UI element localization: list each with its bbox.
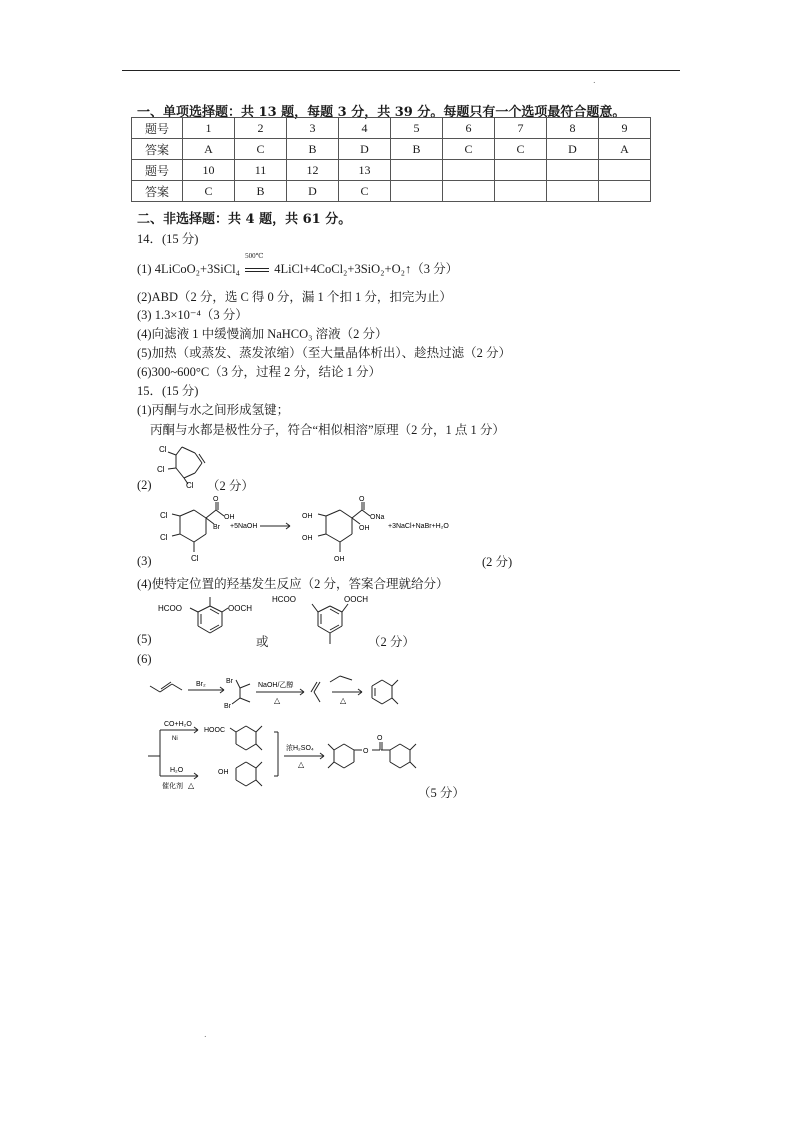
table-cell — [599, 160, 651, 181]
reagent-naoh-ethanol: NaOH/乙醇 — [258, 682, 294, 689]
table-cell: 2 — [235, 118, 287, 139]
table-row — [132, 139, 651, 160]
table-cell: B — [287, 139, 339, 160]
cl-label: Cl — [160, 511, 168, 520]
q14-part2: (2)ABD（2 分，选 C 得 0 分，漏 1 个扣 1 分，扣完为止） — [137, 290, 452, 304]
ona-label: ONa — [370, 514, 385, 521]
cl-label: Cl — [157, 465, 165, 474]
isomer-structures — [150, 592, 390, 652]
header-rule — [122, 70, 680, 71]
q14-part4: (4)向滤液 1 中缓慢滴加 NaHCO₃ 溶液（2 分） — [137, 327, 388, 341]
q14-products: 4LiCl+4CoCl₂+3SiO₂+O₂↑（3 分） — [274, 262, 459, 276]
table-cell — [391, 160, 443, 181]
row-label: 答案 — [132, 139, 183, 160]
cl-label: Cl — [159, 445, 167, 454]
table-row — [132, 181, 651, 202]
table-cell: 12 — [287, 160, 339, 181]
q15-part5-label: (5) — [137, 632, 152, 646]
row-label: 题号 — [132, 160, 183, 181]
table-cell — [495, 181, 547, 202]
br-label: Br — [226, 678, 233, 685]
hcoo-label: HCOO — [272, 595, 296, 604]
o-label: O — [213, 496, 219, 503]
reagent-label: +5NaOH — [230, 523, 258, 530]
table-cell: D — [339, 139, 391, 160]
table-cell — [547, 160, 599, 181]
section2-heading: 二、非选择题：共 4 题，共 61 分。 — [137, 212, 352, 227]
o-label: O — [377, 735, 383, 742]
table-cell — [443, 160, 495, 181]
table-cell: C — [495, 139, 547, 160]
table-cell: C — [235, 139, 287, 160]
table-cell: D — [547, 139, 599, 160]
q14-part1 — [137, 252, 459, 277]
table-row — [132, 118, 651, 139]
q15-part1b: 丙酮与水都是极性分子，符合“相似相溶”原理（2 分，1 点 1 分） — [150, 423, 505, 437]
br-label: Br — [213, 524, 220, 531]
ooch-label: OOCH — [344, 595, 368, 604]
q14-part6: (6)300~600°C（3 分，过程 2 分，结论 1 分） — [137, 365, 382, 379]
table-cell: C — [443, 139, 495, 160]
table-cell — [599, 181, 651, 202]
ooch-label: OOCH — [228, 604, 252, 613]
q14-part3: (3) 1.3×10⁻⁴（3 分） — [137, 308, 248, 322]
table-cell — [391, 181, 443, 202]
table-cell: 1 — [183, 118, 235, 139]
table-cell: 7 — [495, 118, 547, 139]
q14-title: 14．(15 分) — [137, 232, 199, 246]
reaction-condition — [243, 252, 271, 277]
answer-table — [131, 117, 651, 202]
oh-label: OH — [302, 513, 313, 520]
header-dot: . — [593, 76, 596, 85]
table-cell: B — [391, 139, 443, 160]
q15-part5-score: （2 分） — [368, 635, 415, 649]
row-label: 答案 — [132, 181, 183, 202]
table-cell: 13 — [339, 160, 391, 181]
table-cell: 5 — [391, 118, 443, 139]
hooc-label: HOOC — [204, 727, 225, 734]
section1-heading: 一、单项选择题：共 13 题，每题 3 分，共 39 分。每题只有一个选项最符合题意。 — [137, 105, 626, 120]
table-cell: 10 — [183, 160, 235, 181]
br-label: Br — [224, 703, 231, 710]
oh-label: OH — [302, 535, 313, 542]
table-cell: A — [599, 139, 651, 160]
products-label: +3NaCl+NaBr+H₂O — [388, 523, 449, 530]
q15-part5-or: 或 — [256, 635, 269, 649]
table-cell: 6 — [443, 118, 495, 139]
condition-label: 500℃ — [245, 252, 264, 260]
table-cell: 8 — [547, 118, 599, 139]
oh-label: OH — [224, 514, 235, 521]
o-label: O — [363, 748, 369, 755]
reagent-h2o: H₂O — [170, 767, 184, 774]
catalyst-label: 催化剂 — [162, 783, 183, 790]
table-cell: 9 — [599, 118, 651, 139]
table-cell: 11 — [235, 160, 287, 181]
table-cell: D — [287, 181, 339, 202]
reagent-co-h2o: CO+H₂O — [164, 721, 192, 728]
synthesis-route-scheme — [140, 670, 470, 795]
heat-symbol: △ — [188, 781, 195, 790]
heat-symbol: △ — [274, 696, 281, 705]
oh-label: OH — [334, 556, 345, 563]
table-cell — [443, 181, 495, 202]
q15-part2-label: (2) — [137, 478, 152, 492]
table-cell: 4 — [339, 118, 391, 139]
table-cell: C — [339, 181, 391, 202]
q15-part6-label: (6) — [137, 652, 152, 666]
cl-label: Cl — [191, 554, 199, 563]
oh-label: OH — [359, 525, 370, 532]
oh-label: OH — [218, 769, 229, 776]
hydrolysis-reaction-scheme — [150, 496, 530, 568]
table-cell — [495, 160, 547, 181]
q15-part2-score: （2 分） — [207, 479, 254, 493]
q14-part5: (5)加热（或蒸发、蒸发浓缩）（至大量晶体析出）、趁热过滤（2 分） — [137, 346, 511, 360]
q15-part1a: (1)丙酮与水之间形成氢键； — [137, 403, 290, 417]
hcoo-label: HCOO — [158, 604, 182, 613]
table-cell: B — [235, 181, 287, 202]
q15-part6-score: （5 分） — [418, 786, 465, 800]
table-cell: 3 — [287, 118, 339, 139]
q15-part3-label: (3) — [137, 554, 152, 568]
table-row — [132, 160, 651, 181]
table-cell: C — [183, 181, 235, 202]
footer-dot: . — [204, 1030, 207, 1039]
cl-label: Cl — [186, 481, 194, 488]
table-cell — [547, 181, 599, 202]
reagent-h2so4: 浓H₂SO₄ — [286, 745, 314, 752]
q15-part3-score: (2 分) — [482, 555, 513, 569]
catalyst-ni: Ni — [172, 736, 178, 742]
q15-part4: (4)使特定位置的羟基发生反应（2 分，答案合理就给分） — [137, 577, 449, 591]
q15-title: 15．(15 分) — [137, 384, 199, 398]
o-label: O — [359, 496, 365, 503]
reagent-br2: Br₂ — [196, 681, 206, 688]
heat-symbol: △ — [340, 696, 347, 705]
equals-sign — [245, 268, 269, 272]
cl-label: Cl — [160, 533, 168, 542]
heat-symbol: △ — [298, 760, 305, 769]
q14-reactants: (1) 4LiCoO₂+3SiCl₄ — [137, 262, 240, 276]
table-cell: A — [183, 139, 235, 160]
row-label: 题号 — [132, 118, 183, 139]
